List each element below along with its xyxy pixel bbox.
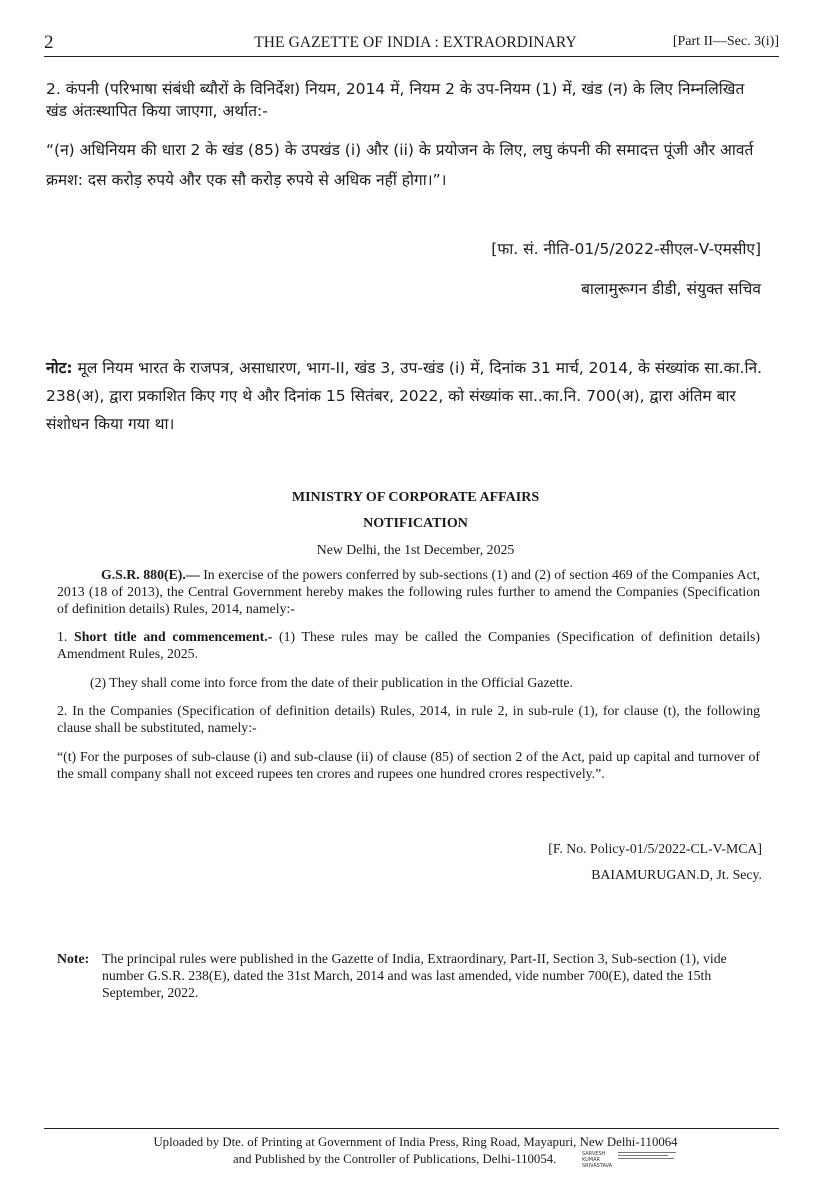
hindi-note-text: मूल नियम भारत के राजपत्र, असाधारण, भाग-II, खंड 3, उप-खंड (i) में, दिनांक 31 मार्च, 2014, के संख्यांक सा.का.नि. 238(अ), द्वारा प्रकाशित किए गए थे और दिनांक 15 सितंबर, 2022, को संख्यांक सा..का.नि. 700(अ), द्वारा अंतिम बार संशोधन किया गया था। bbox=[46, 359, 763, 433]
hindi-paragraph-1: 2. कंपनी (परिभाषा संबंधी ब्यौरों के विनिर्देश) नियम, 2014 में, नियम 2 के उप-नियम (1) में, खंड (न) के लिए निम्नलिखित खंड अंतःस्थापित किया जाएगा, अर्थात:- bbox=[46, 80, 745, 120]
rule-1-text: (1) These rules may be called the Companies (Specification of definition details) Amendment Rules, 2025. bbox=[57, 629, 760, 661]
footer-line-2: and Published by the Controller of Publications, Delhi-110054. bbox=[233, 1152, 557, 1166]
gazette-part: [Part II—Sec. 3(i)] bbox=[672, 34, 779, 49]
header-divider bbox=[44, 56, 779, 57]
date-line: New Delhi, the 1st December, 2025 bbox=[316, 542, 515, 557]
gazette-title: THE GAZETTE OF INDIA : EXTRAORDINARY bbox=[254, 34, 577, 51]
hindi-file-reference: [फा. सं. नीति-01/5/2022-सीएल-V-एमसीए] bbox=[491, 240, 761, 258]
rule-1-heading: Short title and commencement.- bbox=[74, 629, 273, 644]
stamp-signer-name: SARVESH KUMAR SRIVASTAVA bbox=[582, 1151, 613, 1169]
clause-t-text: “(t) For the purposes of sub-clause (i) and sub-clause (ii) of clause (85) of section 2 of the Act, paid up capital and turnover of the small company shall not exceed rupees ten crores and rupees one hundred crores respectively.”. bbox=[57, 749, 760, 781]
english-note-label: Note: bbox=[57, 951, 90, 966]
english-note-text: The principal rules were published in the Gazette of India, Extraordinary, Part-II, Section 3, Sub-section (1), vide number G.S.R. 238(E), dated the 31st March, 2014 and was last amended, vide number 700(E), dated the 15th September, 2022. bbox=[102, 951, 727, 1000]
footer-divider bbox=[44, 1128, 779, 1129]
stamp-signature-lines bbox=[618, 1152, 676, 1161]
rule-2-paragraph: 2. In the Companies (Specification of definition details) Rules, 2014, in rule 2, in sub-rule (1), for clause (t), the following clause shall be substituted, namely:- bbox=[57, 703, 760, 735]
rule-1-paragraph bbox=[57, 628, 760, 662]
gsr-label: G.S.R. 880(E).— bbox=[101, 567, 200, 582]
rule-1-number: 1. bbox=[57, 629, 75, 644]
english-file-reference: [F. No. Policy-01/5/2022-CL-V-MCA] bbox=[548, 841, 762, 856]
digital-signature-stamp bbox=[582, 1151, 682, 1169]
footer-line-1: Uploaded by Dte. of Printing at Government of India Press, Ring Road, Mayapuri, New Delhi-110064 bbox=[153, 1135, 678, 1149]
hindi-note bbox=[46, 354, 762, 438]
hindi-paragraph-2: “(न) अधिनियम की धारा 2 के खंड (85) के उपखंड (i) और (ii) के प्रयोजन के लिए, लघु कंपनी की समादत्त पूंजी और आवर्त क्रमश: दस करोड़ रुपये और एक सौ करोड़ रुपये से अधिक नहीं होगा।”। bbox=[46, 141, 754, 189]
rule-1-subrule-2: (2) They shall come into force from the date of their publication in the Official Gazette. bbox=[90, 675, 573, 690]
notification-heading: NOTIFICATION bbox=[363, 516, 468, 531]
gsr-text: In exercise of the powers conferred by sub-sections (1) and (2) of section 469 of the Companies Act, 2013 (18 of 2013), the Central Government hereby makes the following rules further to amend the Companies (Specification of definition details) Rules, 2014, namely:- bbox=[57, 567, 760, 616]
hindi-signatory: बालामुरूगन डीडी, संयुक्त सचिव bbox=[581, 280, 761, 298]
hindi-note-label: नोट: bbox=[46, 359, 73, 377]
page-number: 2 bbox=[44, 32, 54, 53]
gsr-paragraph bbox=[57, 566, 760, 617]
english-signatory: BAIAMURUGAN.D, Jt. Secy. bbox=[591, 867, 762, 882]
ministry-heading: MINISTRY OF CORPORATE AFFAIRS bbox=[291, 490, 540, 505]
